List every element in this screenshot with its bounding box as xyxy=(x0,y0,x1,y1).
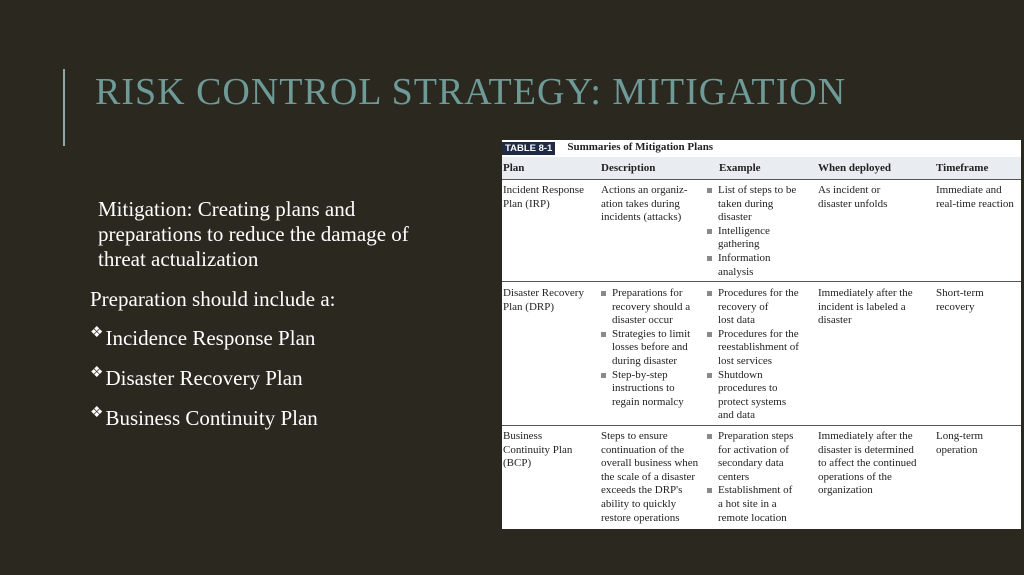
header-when-deployed: When deployed xyxy=(818,162,892,174)
title-accent-line xyxy=(63,69,65,146)
cell-when-deployed: As incident or disaster unfolds xyxy=(818,184,888,210)
bullet-item xyxy=(90,326,318,366)
example-item: List of steps to be taken during disaster xyxy=(707,184,796,225)
cell-when-deployed: Immediately after the disaster is determined to affect the continued operations of the organization xyxy=(818,430,917,497)
example-item: Intelligence gathering xyxy=(707,225,796,252)
cell-examples xyxy=(707,184,796,279)
plan-bullet-list xyxy=(90,326,318,446)
description-item: Strategies to limit losses before and during disaster xyxy=(601,328,690,369)
table-number: TABLE 8-1 xyxy=(502,142,555,155)
cell-timeframe: Immediate and real-time reaction xyxy=(936,184,1014,210)
slide-title: RISK CONTROL STRATEGY: MITIGATION xyxy=(95,71,847,113)
bullet-label: Incidence Response Plan xyxy=(105,326,316,350)
cell-plan: Disaster Recovery Plan (DRP) xyxy=(503,287,584,313)
header-example: Example xyxy=(719,162,761,174)
diamond-bullet-icon: ❖ xyxy=(90,365,104,381)
example-item: Establishment of a hot site in a remote location xyxy=(707,484,793,525)
cell-timeframe: Short-term recovery xyxy=(936,287,984,313)
bullet-item xyxy=(90,406,318,446)
intro-paragraph: Mitigation: Creating plans and preparations to reduce the damage of threat actualization xyxy=(98,197,409,271)
example-item: Procedures for the recovery of lost data xyxy=(707,287,799,328)
lead-text: Preparation should include a: xyxy=(90,287,336,311)
diamond-bullet-icon: ❖ xyxy=(90,325,104,341)
mitigation-plans-table xyxy=(502,140,1021,529)
bullet-item xyxy=(90,366,318,406)
bullet-label: Business Continuity Plan xyxy=(105,406,318,430)
example-item: Shutdown procedures to protect systems and data xyxy=(707,369,799,423)
table-caption xyxy=(502,141,713,155)
cell-description xyxy=(601,287,690,409)
cell-examples xyxy=(707,430,793,525)
example-item: Preparation steps for activation of secondary data centers xyxy=(707,430,793,484)
header-description: Description xyxy=(601,162,656,174)
example-item: Procedures for the reestablishment of lost services xyxy=(707,328,799,369)
cell-description: Steps to ensure continuation of the overall business when the scale of a disaster exceeds the DRP's ability to quickly restore operations xyxy=(601,430,699,524)
cell-examples xyxy=(707,287,799,423)
table-header-row xyxy=(502,157,1021,179)
cell-plan: Incident Response Plan (IRP) xyxy=(503,184,584,210)
cell-plan: Business Continuity Plan (BCP) xyxy=(503,430,573,470)
cell-description: Actions an organiz- ation takes during incidents (attacks) xyxy=(601,184,688,224)
description-item: Step-by-step instructions to regain normalcy xyxy=(601,369,690,410)
cell-timeframe: Long-term operation xyxy=(936,430,984,456)
diamond-bullet-icon: ❖ xyxy=(90,405,104,421)
bullet-label: Disaster Recovery Plan xyxy=(105,366,303,390)
table-rule xyxy=(502,425,1021,426)
table-rule xyxy=(502,179,1021,180)
header-timeframe: Timeframe xyxy=(936,162,989,174)
table-rule xyxy=(502,281,1021,282)
header-plan: Plan xyxy=(503,162,525,174)
description-item: Preparations for recovery should a disaster occur xyxy=(601,287,690,328)
table-title: Summaries of Mitigation Plans xyxy=(567,141,714,154)
example-item: Information analysis xyxy=(707,252,796,279)
cell-when-deployed: Immediately after the incident is labeled a disaster xyxy=(818,287,913,327)
